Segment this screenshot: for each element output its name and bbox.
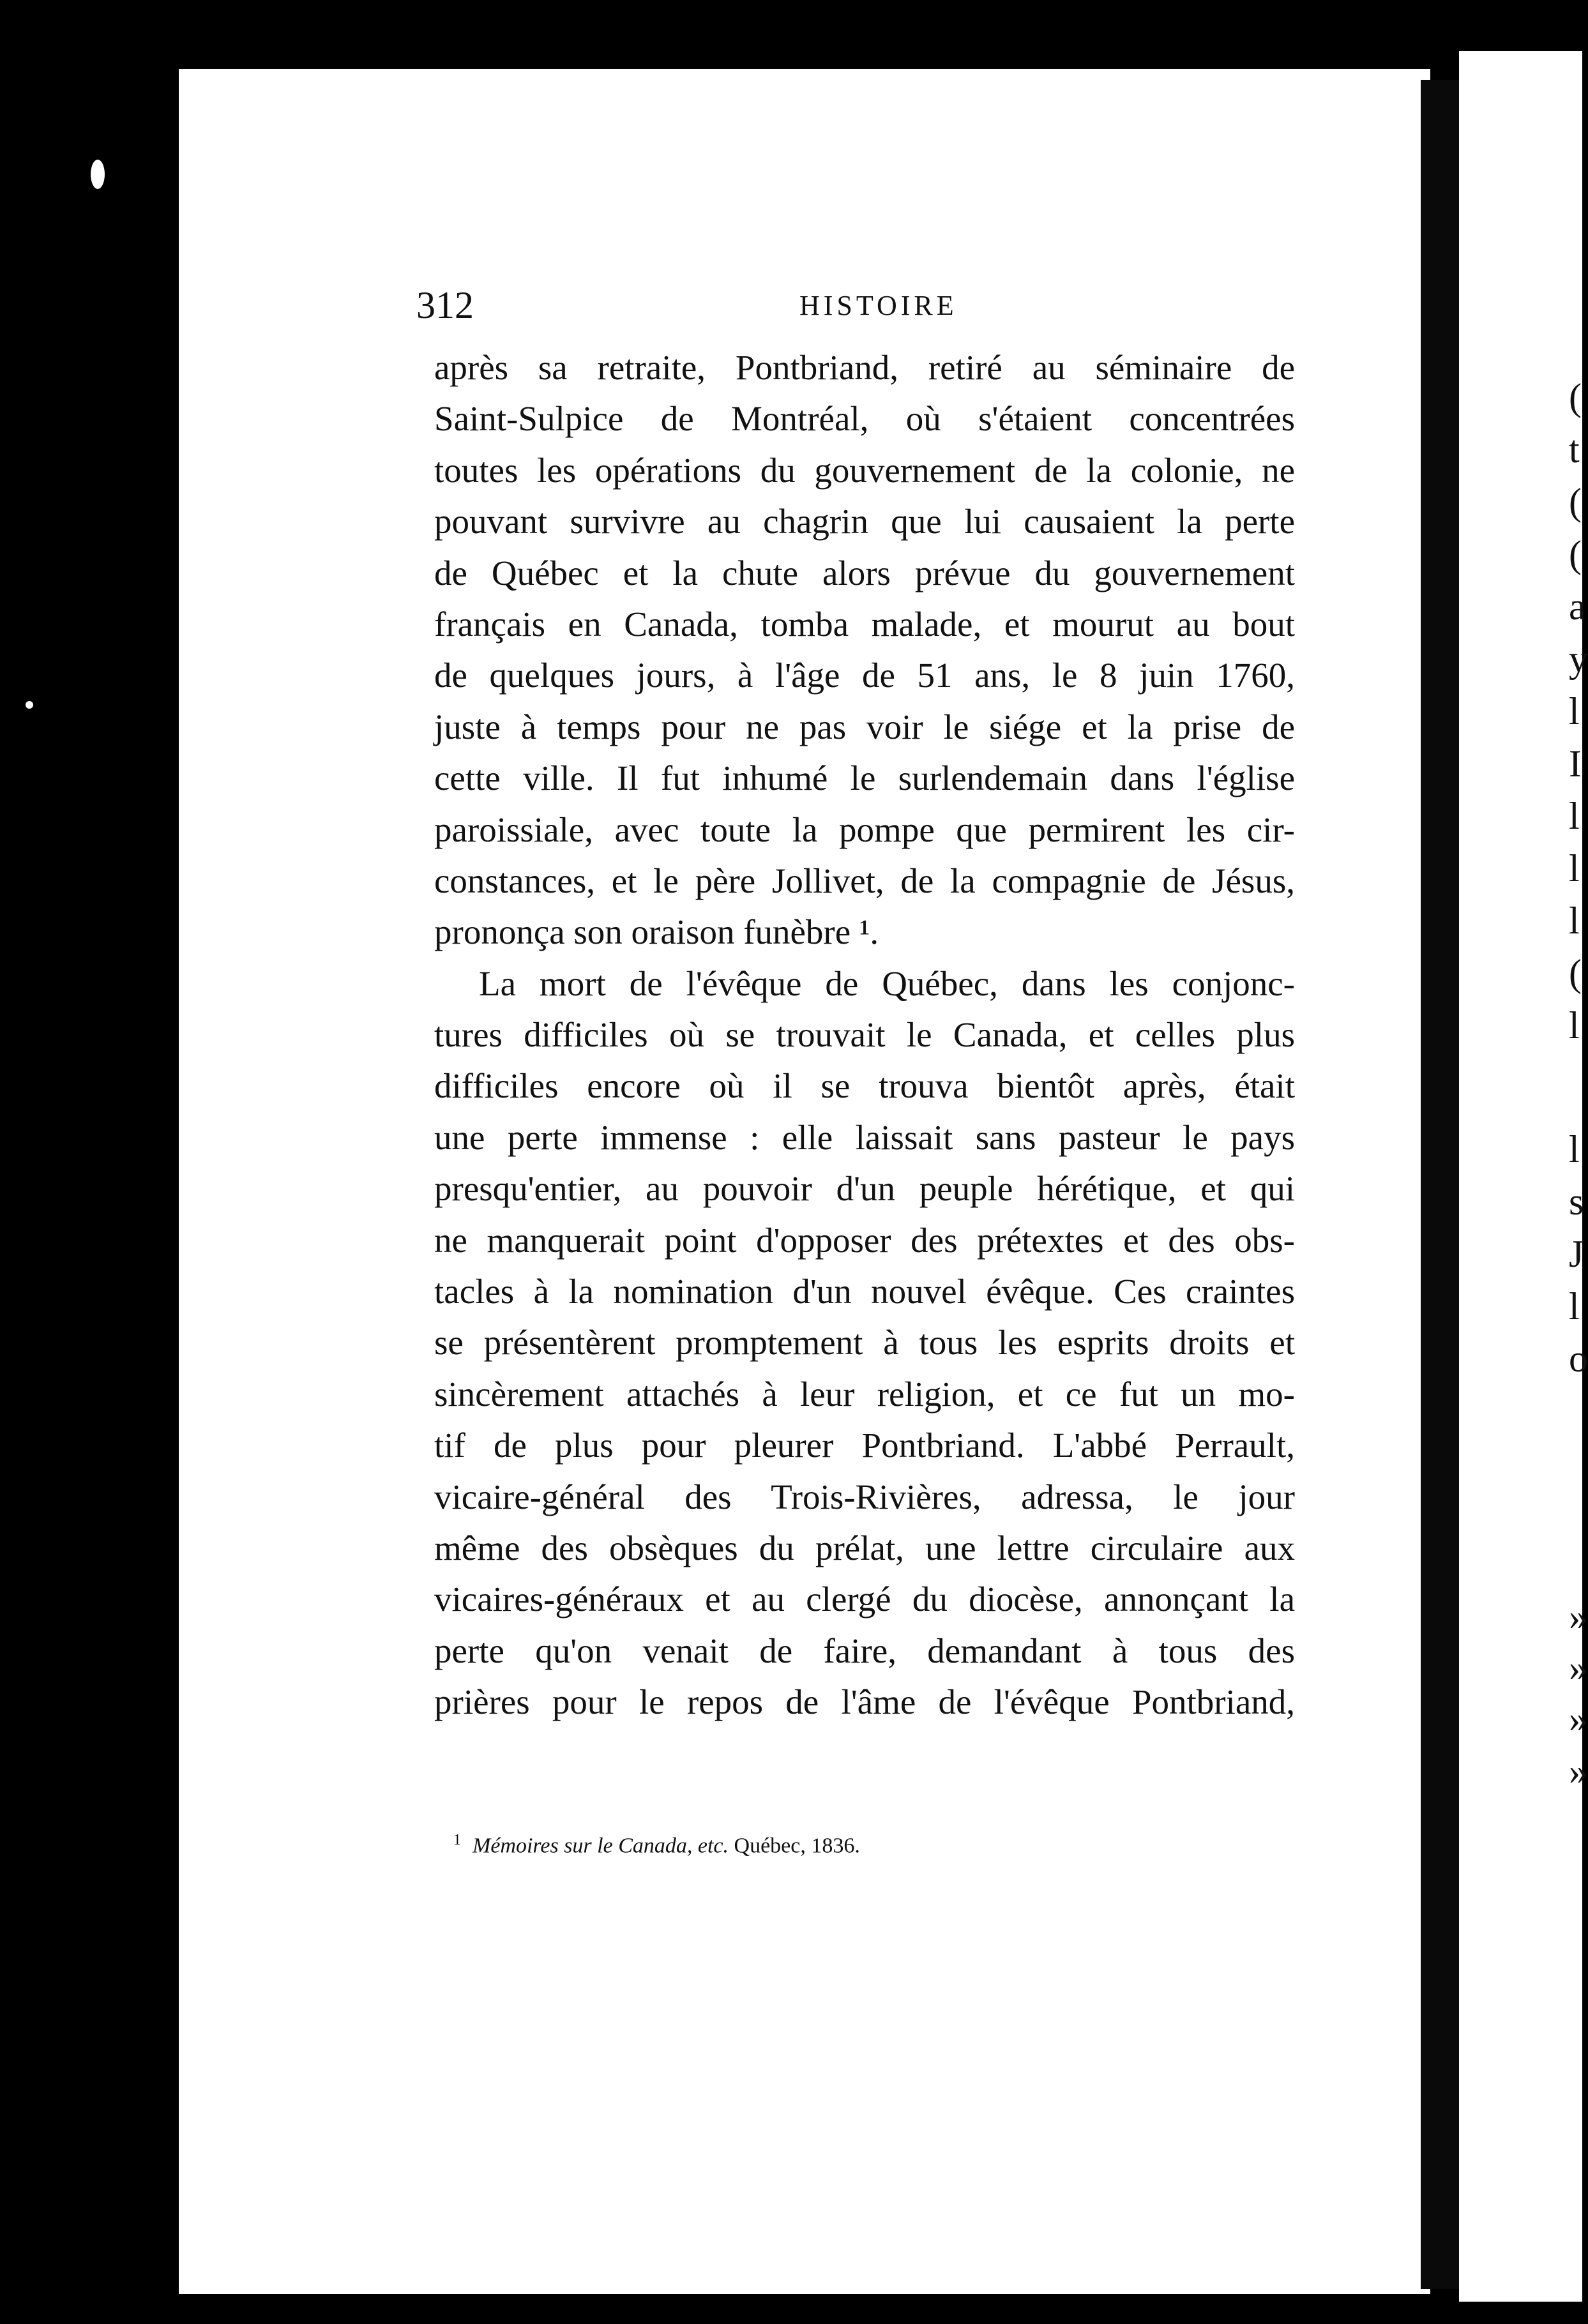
text-line: Saint-Sulpice de Montréal, où s'étaient concentrées: [434, 399, 1295, 439]
text-line: de Québec et la chute alors prévue du gouvernement: [434, 553, 1295, 592]
facing-fragment: (: [1569, 376, 1582, 418]
facing-fragment: »: [1569, 1750, 1588, 1792]
text-line: de quelques jours, à l'âge de 51 ans, le 8 juin 1760,: [434, 656, 1295, 695]
text-line: même des obsèques du prélat, une lettre circulaire aux: [434, 1528, 1295, 1567]
running-head: [416, 286, 1297, 324]
text-line: toutes les opérations du gouvernement de la colonie, ne: [434, 450, 1295, 490]
scan-speck: [91, 160, 105, 189]
text-line: après sa retraite, Pontbriand, retiré au séminaire de: [434, 348, 1295, 387]
text-line: prononça son oraison funèbre ¹.: [434, 912, 879, 952]
facing-fragment: l: [1569, 1285, 1580, 1327]
text-line: vicaires-généraux et au clergé du diocèse, annonçant la: [434, 1580, 1295, 1619]
facing-fragment: »: [1569, 1596, 1588, 1638]
text-line: presqu'entier, au pouvoir d'un peuple hérétique, et qui: [434, 1169, 1295, 1209]
text-line: vicaire-général des Trois-Rivières, adressa, le jour: [434, 1477, 1295, 1516]
facing-fragment: l: [1569, 900, 1580, 942]
facing-fragment: (: [1569, 952, 1582, 994]
facing-fragment: l: [1569, 1004, 1580, 1046]
text-line: constances, et le père Jollivet, de la compagnie de Jésus,: [434, 861, 1295, 900]
footnote-place-date: Québec, 1836.: [734, 1834, 860, 1858]
body-text: [434, 342, 1295, 1728]
text-line: une perte immense : elle laissait sans pasteur le pays: [434, 1117, 1295, 1157]
book-spine: [1421, 80, 1459, 2289]
facing-fragment: (: [1569, 481, 1582, 523]
facing-fragment: l: [1569, 1128, 1580, 1170]
text-line: français en Canada, tomba malade, et mourut au bout: [434, 604, 1295, 644]
facing-fragment: l: [1569, 795, 1580, 837]
facing-fragment: J: [1569, 1233, 1584, 1275]
facing-fragment: I: [1569, 743, 1582, 785]
text-line: se présentèrent promptement à tous les esprits droits et: [434, 1323, 1295, 1362]
footnote-work-title: Mémoires sur le Canada, etc.: [473, 1834, 729, 1858]
running-title: HISTOIRE: [799, 290, 958, 321]
text-line: tacles à la nomination d'un nouvel évêque. Ces craintes: [434, 1272, 1295, 1311]
facing-fragment: l: [1569, 690, 1580, 732]
facing-fragment: (: [1569, 533, 1582, 575]
footnote-marker: 1: [453, 1832, 461, 1848]
facing-fragment: »: [1569, 1647, 1588, 1689]
text-line: tures difficiles où se trouvait le Canada, et celles plus: [434, 1015, 1295, 1055]
text-line: sincèrement attachés à leur religion, et ce fut un mo-: [434, 1374, 1295, 1414]
text-line: perte qu'on venait de faire, demandant à tous des: [434, 1631, 1295, 1670]
facing-fragment: l: [1569, 847, 1580, 889]
text-line: juste à temps pour ne pas voir le siége et la prise de: [434, 707, 1295, 746]
facing-page: [1459, 51, 1588, 2302]
scan-speck: [26, 701, 33, 709]
facing-fragment: a: [1569, 585, 1586, 628]
footnote: [453, 1827, 860, 1859]
text-line: prières pour le repos de l'âme de l'évêque Pontbriand,: [434, 1682, 1295, 1722]
text-line: paroissiale, avec toute la pompe que permirent les cir-: [434, 810, 1295, 849]
text-line: cette ville. Il fut inhumé le surlendemain dans l'église: [434, 758, 1295, 798]
text-line: La mort de l'évêque de Québec, dans les conjonc-: [479, 963, 1295, 1003]
binding-edge: [0, 0, 179, 2324]
facing-fragment: t: [1569, 428, 1580, 471]
facing-fragment: s: [1569, 1181, 1584, 1223]
facing-fragment: y: [1569, 638, 1588, 680]
page-number: 312: [416, 284, 474, 326]
facing-fragment: o: [1569, 1338, 1588, 1380]
text-line: tif de plus pour pleurer Pontbriand. L'abbé Perrault,: [434, 1426, 1295, 1465]
text-line: difficiles encore où il se trouva bientôt après, était: [434, 1066, 1295, 1106]
facing-fragment: »: [1569, 1698, 1588, 1740]
text-line: ne manquerait point d'opposer des prétextes et des obs-: [434, 1220, 1295, 1260]
text-line: pouvant survivre au chagrin que lui causaient la perte: [434, 502, 1295, 541]
